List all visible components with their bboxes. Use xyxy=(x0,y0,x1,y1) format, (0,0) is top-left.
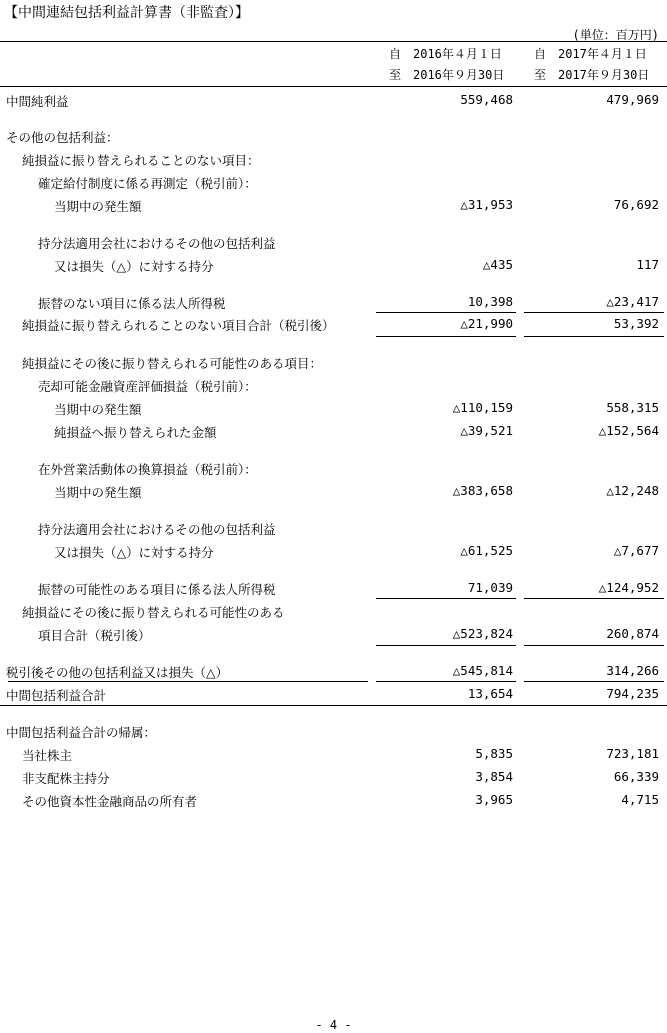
row-label: 純損益に振り替えられることのない項目合計（税引後） xyxy=(22,318,335,333)
row-label: 確定給付制度に係る再測定（税引前）： xyxy=(38,176,257,191)
row-other-equity-holders xyxy=(0,792,667,814)
row-label: 純損益にその後に振り替えられる可能性のある xyxy=(22,605,285,620)
row-remeasurement-heading xyxy=(0,174,667,196)
row-label: 中間包括利益合計の帰属： xyxy=(6,725,157,740)
value-2016: 13,654 xyxy=(467,686,513,701)
row-fx-current xyxy=(0,483,667,505)
row-reclass-total-line1 xyxy=(0,603,667,625)
unit-label: (単位：百万円) xyxy=(572,28,659,42)
value-2017: 794,235 xyxy=(606,686,659,701)
value-2016: △545,814 xyxy=(452,663,513,678)
value-2017: 4,715 xyxy=(621,792,659,807)
row-label: 項目合計（税引後） xyxy=(38,628,151,643)
value-2016: 10,398 xyxy=(467,294,513,309)
row-afs-reclassified xyxy=(0,423,667,445)
value-2017: 53,392 xyxy=(613,316,659,331)
row-label: 当期中の発生額 xyxy=(54,199,142,214)
subtotal-rule-2016 xyxy=(376,312,516,313)
row-label: 持分法適用会社におけるその他の包括利益 xyxy=(38,236,276,251)
row-label: 又は損失（△）に対する持分 xyxy=(54,545,214,560)
value-2016: △39,521 xyxy=(460,423,513,438)
total-rule-2017 xyxy=(524,645,664,646)
row-label: 純損益へ振り替えられた金額 xyxy=(54,425,217,440)
value-2016: 71,039 xyxy=(467,580,513,595)
value-2016: △110,159 xyxy=(452,400,513,415)
row-label: 税引後その他の包括利益又は損失（△） xyxy=(6,665,229,680)
row-non-reclass-heading xyxy=(0,151,667,173)
col1-to: 至 2016年９月30日 xyxy=(389,68,505,82)
row-label: 中間純利益 xyxy=(6,94,69,109)
value-2017: △23,417 xyxy=(606,294,659,309)
value-2017: 314,266 xyxy=(606,663,659,678)
row-label: その他資本性金融商品の所有者 xyxy=(22,794,198,809)
value-2016: △383,658 xyxy=(452,483,513,498)
value-2017: 260,874 xyxy=(606,626,659,641)
row-oci-heading xyxy=(0,128,667,150)
row-label: 在外営業活動体の換算損益（税引前）： xyxy=(38,462,257,477)
row-label: 純損益に振り替えられることのない項目： xyxy=(22,153,260,168)
value-2016: △31,953 xyxy=(460,197,513,212)
value-2017: 117 xyxy=(636,257,659,272)
row-label: 振替の可能性のある項目に係る法人所得税 xyxy=(38,582,276,597)
value-2016: △21,990 xyxy=(460,316,513,331)
row-shareholders xyxy=(0,746,667,768)
subtotal-rule-2016 xyxy=(376,598,516,599)
grand-total-rule xyxy=(0,705,667,706)
value-2017: 723,181 xyxy=(606,746,659,761)
statement-title: 【中間連結包括利益計算書（非監査）】 xyxy=(4,5,249,21)
row-label: 振替のない項目に係る法人所得税 xyxy=(38,296,226,311)
col2-to: 至 2017年９月30日 xyxy=(534,68,650,82)
row-attribution-heading xyxy=(0,723,667,745)
row-non-reclass-total xyxy=(0,316,667,338)
value-2016: 3,854 xyxy=(475,769,513,784)
row-reclass-heading xyxy=(0,354,667,376)
row-label: 持分法適用会社におけるその他の包括利益 xyxy=(38,522,276,537)
row-label: その他の包括利益： xyxy=(6,130,119,145)
total-rule-2017 xyxy=(524,336,664,337)
total-rule-2017 xyxy=(524,681,664,682)
value-2017: △12,248 xyxy=(606,483,659,498)
row-afs-current xyxy=(0,400,667,422)
row-label: 又は損失（△）に対する持分 xyxy=(54,259,214,274)
row-label: 当社株主 xyxy=(22,748,73,763)
value-2016: 5,835 xyxy=(475,746,513,761)
row-equity-method-heading-1 xyxy=(0,234,667,256)
value-2016: △61,525 xyxy=(460,543,513,558)
row-fx-heading xyxy=(0,460,667,482)
row-interim-net-income xyxy=(0,92,667,114)
total-rule-label xyxy=(8,681,368,682)
value-2017: △124,952 xyxy=(598,580,659,595)
value-2016: 559,468 xyxy=(460,92,513,107)
value-2016: 3,965 xyxy=(475,792,513,807)
col1-from: 自 2016年４月１日 xyxy=(389,47,502,61)
value-2017: 479,969 xyxy=(606,92,659,107)
page-number: - 4 - xyxy=(315,1018,352,1032)
value-2016: △523,824 xyxy=(452,626,513,641)
row-equity-method-share-1 xyxy=(0,257,667,279)
row-label: 非支配株主持分 xyxy=(22,771,110,786)
value-2017: 66,339 xyxy=(613,769,659,784)
total-rule-2016 xyxy=(376,681,516,682)
row-non-controlling xyxy=(0,769,667,791)
row-equity-method-share-2 xyxy=(0,543,667,565)
row-afs-heading xyxy=(0,377,667,399)
row-label: 中間包括利益合計 xyxy=(6,688,107,703)
total-rule-2016 xyxy=(376,336,516,337)
value-2017: △7,677 xyxy=(613,543,659,558)
header-top-rule xyxy=(0,41,667,42)
subtotal-rule-2017 xyxy=(524,598,664,599)
value-2016: △435 xyxy=(482,257,513,272)
row-label: 純損益にその後に振り替えられる可能性のある項目： xyxy=(22,356,323,371)
row-equity-method-heading-2 xyxy=(0,520,667,542)
row-remeasurement-current xyxy=(0,197,667,219)
total-rule-2016 xyxy=(376,645,516,646)
value-2017: 558,315 xyxy=(606,400,659,415)
value-2017: 76,692 xyxy=(613,197,659,212)
row-label: 当期中の発生額 xyxy=(54,485,142,500)
value-2017: △152,564 xyxy=(598,423,659,438)
row-label: 売却可能金融資産評価損益（税引前）： xyxy=(38,379,257,394)
subtotal-rule-2017 xyxy=(524,312,664,313)
col2-from: 自 2017年４月１日 xyxy=(534,47,647,61)
header-bottom-rule xyxy=(0,86,667,87)
row-label: 当期中の発生額 xyxy=(54,402,142,417)
